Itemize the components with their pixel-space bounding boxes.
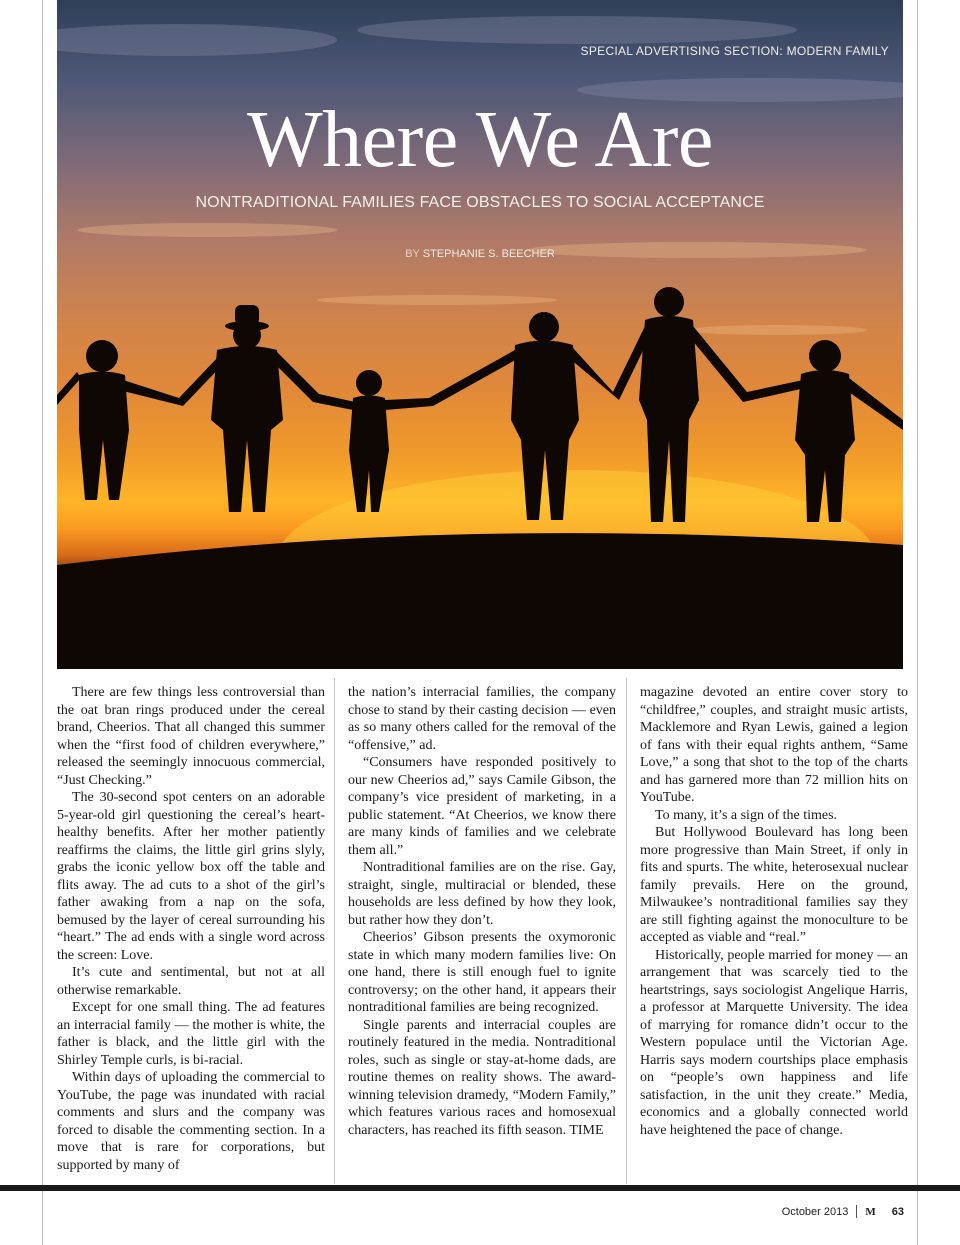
column-rule-2	[626, 678, 627, 1184]
issue-date: October 2013	[781, 1205, 849, 1218]
paragraph: Single parents and interracial couples are routinely featured in the media. Nontraditional roles, such as single or stay-at-home dads, are routine themes on reality shows. The award-winning television dramedy, “Modern Family,” which features various races and homosexual characters, has reached its fifth season. TIME	[348, 1017, 616, 1138]
author-name: STEPHANIE S. BEECHER	[422, 248, 555, 260]
subheadline: NONTRADITIONAL FAMILIES FACE OBSTACLES TO SOCIAL ACCEPTANCE	[195, 194, 765, 211]
right-page-edge	[917, 0, 918, 1245]
page-number: 63	[891, 1205, 904, 1218]
paragraph: But Hollywood Boulevard has long been more progressive than Main Street, if only in fits and spurts. The white, heterosexual nuclear family prevails. Here on the ground, Milwaukee’s nontraditional families say they are still fighting against the monoculture to be accepted as viable and “real.”	[640, 825, 908, 945]
paragraph: Cheerios’ Gibson presents the oxymoronic state in which many modern families live: On one hand, there is still enough fuel to ignite controversy; on the other hand, it appears their nontraditional families are being recognized.	[348, 930, 616, 1015]
paragraph: It’s cute and sentimental, but not at all otherwise remarkable.	[57, 965, 325, 998]
paragraph: Within days of uploading the commercial to YouTube, the page was inundated with racial comments and slurs and the company was forced to disable the commenting section. In a move that is rare for corporations, but supported by many of	[57, 1070, 325, 1173]
footer-bar	[0, 1185, 960, 1191]
paragraph: “Consumers have responded positively to our new Cheerios ad,” says Camile Gibson, the company’s vice president of marketing, in a public statement. “At Cheerios, we know there are many kinds of families and we celebrate them all.”	[348, 755, 616, 858]
paragraph: Nontraditional families are on the rise. Gay, straight, single, multiracial or blended, these households are less defined by how they look, but rather how they don’t.	[348, 860, 616, 928]
headline: Where We Are	[247, 96, 713, 184]
magazine-logo: M	[865, 1205, 876, 1218]
hero-photo	[57, 0, 903, 669]
paragraph: magazine devoted an entire cover story to “childfree,” couples, and straight music artists, Macklemore and Ryan Lewis, gained a legion of fans with their equal rights anthem, “Same Love,” a song that shot to the top of the charts and has garnered more than 72 million hits on YouTube.	[640, 685, 908, 805]
paragraph: To many, it’s a sign of the times.	[655, 807, 838, 823]
article-column-1	[57, 684, 325, 1174]
footer-divider	[856, 1205, 857, 1218]
paragraph: Historically, people married for money — an arrangement that was scarcely tied to the heartstrings, says sociologist Angelique Harris, a professor at Marquette University. The idea of marrying for romance didn’t occur to the Western populace until the Victorian Age. Harris says modern courtships place emphasis on “people’s own happiness and life satisfaction, in the unit they create.” Media, economics and a globally connected world have heightened the pace of change.	[640, 947, 908, 1138]
article-column-3	[640, 684, 908, 1139]
column-rule-1	[334, 678, 335, 1184]
paragraph: Except for one small thing. The ad features an interracial family — the mother is white, the father is black, and the little girl with the Shirley Temple curls, is bi-racial.	[57, 1000, 325, 1068]
section-tag: SPECIAL ADVERTISING SECTION: MODERN FAMILY	[580, 44, 889, 58]
byline-prefix: BY	[405, 248, 420, 260]
article-column-2	[348, 684, 616, 1139]
page-footer	[782, 1205, 904, 1218]
left-page-edge	[42, 0, 43, 1245]
byline	[57, 248, 903, 260]
paragraph: the nation’s interracial families, the company chose to stand by their casting decision — even as so many others called for the removal of the “offensive,” ad.	[348, 685, 616, 753]
paragraph: There are few things less controversial than the oat bran rings produced under the cereal brand, Cheerios. That all changed this summer when the “first food of children everywhere,” released the seemingly innocuous commercial, “Just Checking.”	[57, 685, 325, 788]
paragraph: The 30-second spot centers on an adorable 5-year-old girl questioning the cereal’s heart-healthy benefits. After her mother patiently reaffirms the claims, the little girl grins slyly, grabs the iconic yellow box off the table and flits away. The ad cuts to a shot of the girl’s father awaking from a nap on the sofa, bemused by the layer of cereal surrounding his “heart.” The ad ends with a single word across the screen: Love.	[57, 790, 325, 963]
